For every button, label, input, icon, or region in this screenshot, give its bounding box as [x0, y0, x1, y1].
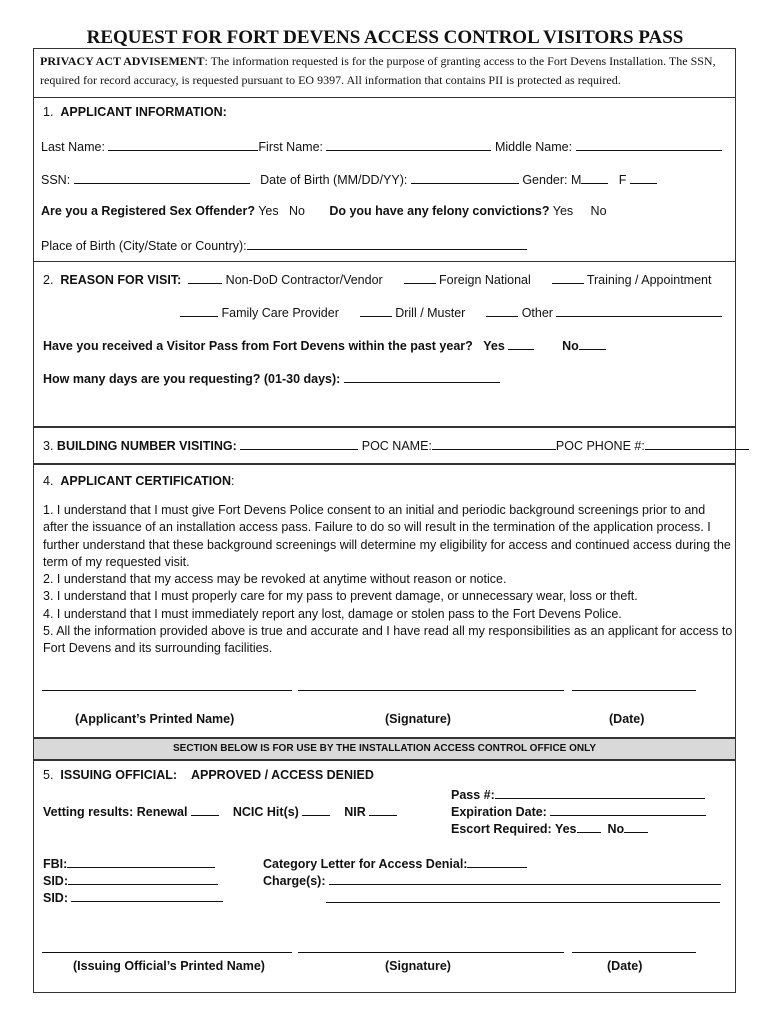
charges-label: Charge(s):	[263, 874, 326, 888]
charges-field-1[interactable]	[329, 872, 721, 885]
escort-yes-field[interactable]	[577, 820, 601, 833]
s5-title: ISSUING OFFICIAL:	[60, 768, 178, 782]
cert-item-2: 2. I understand that my access may be revoked at anytime without reason or notice.	[43, 572, 507, 587]
s1-number: 1.	[43, 105, 54, 119]
middle-name-label: Middle Name:	[494, 140, 573, 154]
s4-title: APPLICANT CERTIFICATION	[60, 474, 231, 488]
poc-name-label: POC NAME:	[361, 439, 432, 453]
official-date-line[interactable]	[572, 952, 696, 953]
pass-label: Pass #:	[451, 788, 495, 802]
foreign-check[interactable]	[404, 271, 436, 284]
dob-label: Date of Birth (MM/DD/YY):	[260, 173, 408, 187]
s2-title: REASON FOR VISIT:	[60, 273, 182, 287]
ncic-field[interactable]	[302, 803, 330, 816]
expiration-row	[451, 803, 706, 819]
nir-field[interactable]	[369, 803, 397, 816]
days-field[interactable]	[344, 370, 500, 383]
poc-phone-field[interactable]	[645, 437, 749, 450]
dob-field[interactable]	[411, 171, 519, 184]
privacy-text: : The information requested is for the purpose of granting access to the Fort Devens Installation. The SSN, required for record accuracy, is requested pursuant to EO 9397. All information that contains PII is protected as required.	[40, 54, 716, 87]
prev-pass-no[interactable]	[579, 337, 606, 350]
gender-label: Gender: M	[522, 173, 582, 187]
option-drill: Drill / Muster	[395, 306, 466, 320]
cert-item-3: 3. I understand that I must properly care for my pass to prevent damage, or unnecessary wear, loss or theft.	[43, 589, 638, 604]
sid-row-1	[43, 872, 218, 888]
s2-heading	[43, 271, 711, 287]
escort-row	[451, 820, 648, 836]
s5-number: 5.	[43, 768, 54, 782]
applicant-date-line[interactable]	[572, 690, 696, 691]
expiration-field[interactable]	[550, 803, 706, 816]
page-title: REQUEST FOR FORT DEVENS ACCESS CONTROL VISITORS PASS	[86, 27, 684, 48]
fbi-row	[43, 855, 215, 871]
sex-offender-row	[41, 204, 607, 218]
official-signature-caption: (Signature)	[385, 959, 451, 973]
ssn-field[interactable]	[74, 171, 250, 184]
last-name-row	[41, 138, 722, 154]
poc-phone-label: POC PHONE #:	[555, 439, 645, 453]
s4-colon: :	[230, 474, 235, 488]
training-check[interactable]	[552, 271, 584, 284]
office-use-banner: SECTION BELOW IS FOR USE BY THE INSTALLATION ACCESS CONTROL OFFICE ONLY	[33, 738, 736, 760]
escort-label: Escort Required: Yes	[451, 822, 577, 836]
renewal-field[interactable]	[191, 803, 219, 816]
option-training: Training / Appointment	[586, 273, 712, 287]
last-name-field[interactable]	[108, 138, 258, 151]
building-field[interactable]	[240, 437, 358, 450]
s3-number: 3.	[43, 439, 54, 453]
applicant-name-line[interactable]	[42, 690, 292, 691]
sex-offender-question: Are you a Registered Sex Offender?	[41, 204, 255, 218]
s4-number: 4.	[43, 474, 54, 488]
vetting-label: Vetting results: Renewal	[43, 805, 188, 819]
sid-field-1[interactable]	[68, 872, 218, 885]
felony-yes[interactable]: Yes	[552, 204, 574, 218]
cert-item-4: 4. I understand that I must immediately report any lost, damage or stolen pass to the Fort Devens Police.	[43, 606, 622, 621]
cert-item-5: 5. All the information provided above is true and accurate and I have read all my responsibilities as an applicant for access to Fort Devens and its surrounding facilities.	[43, 624, 733, 656]
first-name-label: First Name:	[258, 140, 323, 154]
s4-heading	[43, 474, 234, 488]
fbi-field[interactable]	[67, 855, 215, 868]
first-name-field[interactable]	[326, 138, 491, 151]
sex-offender-yes[interactable]: Yes	[258, 204, 279, 218]
pass-row	[451, 786, 705, 802]
prev-pass-yes-label: Yes	[483, 339, 505, 353]
option-foreign-national: Foreign National	[439, 273, 531, 287]
place-of-birth-row	[41, 237, 527, 253]
s5-heading	[43, 768, 374, 782]
other-check[interactable]	[486, 304, 518, 317]
privacy-advisement	[40, 52, 728, 90]
official-signature-line[interactable]	[298, 952, 564, 953]
ncic-label: NCIC Hit(s)	[232, 805, 299, 819]
charges-row	[263, 872, 721, 888]
other-field[interactable]	[556, 304, 722, 317]
prev-pass-row	[43, 337, 606, 353]
applicant-signature-caption: (Signature)	[385, 712, 451, 726]
applicant-signature-line[interactable]	[298, 690, 564, 691]
sid-field-2[interactable]	[71, 889, 223, 902]
category-label: Category Letter for Access Denial:	[263, 857, 468, 871]
nir-label: NIR	[344, 805, 366, 819]
applicant-date-caption: (Date)	[609, 712, 645, 726]
applicant-name-caption: (Applicant’s Printed Name)	[75, 712, 235, 726]
days-question: How many days are you requesting? (01-30 days):	[43, 372, 341, 386]
sex-offender-no[interactable]: No	[289, 204, 306, 218]
charges-field-2[interactable]	[326, 902, 720, 903]
ssn-label: SSN:	[41, 173, 71, 187]
place-of-birth-field[interactable]	[247, 237, 527, 250]
category-field[interactable]	[467, 855, 527, 868]
option-contractor: Non-DoD Contractor/Vendor	[225, 273, 383, 287]
escort-no-label: No	[607, 822, 625, 836]
expiration-label: Expiration Date:	[451, 805, 547, 819]
gender-f-field[interactable]	[630, 171, 657, 184]
building-row	[43, 437, 749, 453]
poc-name-field[interactable]	[432, 437, 556, 450]
felony-question: Do you have any felony convictions?	[329, 204, 550, 218]
gender-f-label: F	[618, 173, 627, 187]
cert-item-1: 1. I understand that I must give Fort Devens Police consent to an initial and periodic background screenings prior to and after the issuance of an installation access pass. Failure to do so will result in the termination of the application process. I further understand that these background screenings will determine my eligibility for access and continued access during the term of my requested visit.	[43, 503, 731, 569]
s1-title: APPLICANT INFORMATION:	[60, 105, 227, 119]
s2-number: 2.	[43, 273, 54, 287]
last-name-label: Last Name:	[41, 140, 105, 154]
privacy-label: PRIVACY ACT ADVISEMENT	[40, 54, 205, 68]
middle-name-field[interactable]	[576, 138, 722, 151]
official-name-line[interactable]	[42, 952, 292, 953]
approval-status: APPROVED / ACCESS DENIED	[190, 768, 374, 782]
s1-heading	[43, 105, 227, 119]
option-family-care: Family Care Provider	[221, 306, 339, 320]
certification-text	[43, 502, 733, 658]
days-row	[43, 370, 500, 386]
official-date-caption: (Date)	[607, 959, 643, 973]
category-row	[263, 855, 527, 871]
sid-label-2: SID:	[43, 891, 68, 905]
place-of-birth-label: Place of Birth (City/State or Country):	[41, 239, 247, 253]
gender-m-field[interactable]	[581, 171, 608, 184]
vetting-row	[43, 803, 397, 819]
official-name-caption: (Issuing Official’s Printed Name)	[73, 959, 265, 973]
felony-no[interactable]: No	[590, 204, 607, 218]
sid-label-1: SID:	[43, 874, 68, 888]
contractor-check[interactable]	[188, 271, 222, 284]
prev-pass-no-label: No	[562, 339, 579, 353]
prev-pass-question: Have you received a Visitor Pass from Fort Devens within the past year?	[43, 339, 473, 353]
family-check[interactable]	[180, 304, 218, 317]
option-other: Other	[521, 306, 553, 320]
reason-row-2	[180, 304, 722, 320]
pass-field[interactable]	[495, 786, 705, 799]
fbi-label: FBI:	[43, 857, 68, 871]
drill-check[interactable]	[360, 304, 392, 317]
ssn-row	[41, 171, 657, 187]
building-label: BUILDING NUMBER VISITING:	[56, 439, 237, 453]
sid-row-2	[43, 889, 223, 905]
prev-pass-yes[interactable]	[508, 337, 534, 350]
escort-no-field[interactable]	[624, 820, 648, 833]
